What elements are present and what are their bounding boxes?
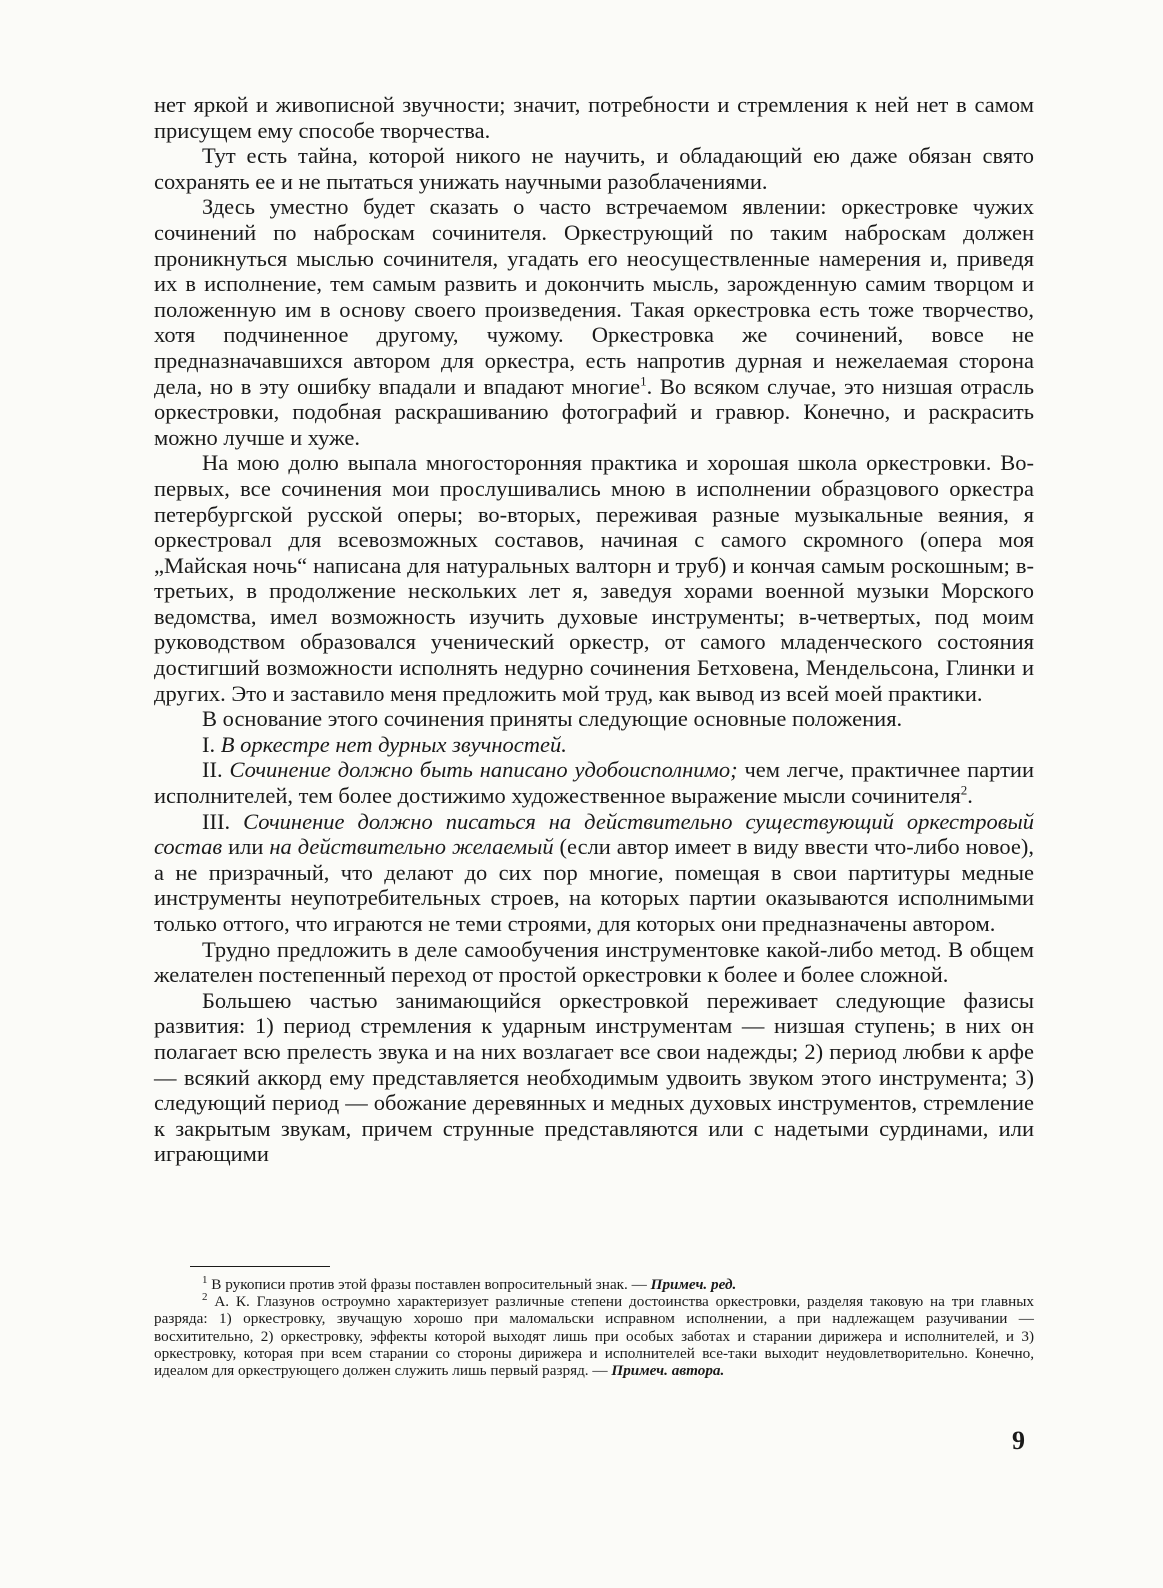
paragraph-method xyxy=(154,937,1034,988)
text-run: нет яркой и живописной звучности; значит, потребности и стремления к ней нет в самом присущем ему способе творчества. xyxy=(154,92,1034,143)
footnote-text: А. К. Глазунов остроумно характеризует различные степени достоинства оркестровки, разделяя таковую на три главных разряда: 1) оркестровку, звучащую хорошо при маломальски исправном исполнении, а при надлежащем разучивании — восхитительно, 2) оркестровку, эффекты которой выходят лишь при особых заботах и старании дирижера и исполнителей, и 3) оркестровку, которая при всем старании со стороны дирижера и исполнителей все-таки выходит неудовлетворительно. Конечно, идеалом для оркеструющего должен служить лишь первый разряд. — xyxy=(154,1293,1034,1380)
text-run: Тут есть тайна, которой никого не научить, и обладающий ею даже обязан свято сохранять ее и не пытаться унижать научными разоблачениями. xyxy=(154,143,1034,194)
principle-number: II. xyxy=(202,757,230,783)
main-text xyxy=(154,92,1034,1167)
footnote-text: В рукописи против этой фразы поставлен вопросительный знак. — xyxy=(207,1276,651,1293)
text-run: или xyxy=(222,834,270,860)
text-run: чем легче, практичнее партии исполнителей, тем более достижимо художественное выражение мысли сочинителя xyxy=(154,757,1034,809)
text-run: Здесь уместно будет сказать о часто встречаемом явлении: оркестровке чужих сочинений по наброскам сочинителя. Оркеструющий по таким наброскам должен проникнуться мыслью сочинителя, угадать его неосуществленные намерения и, приведя их в исполнение, тем самым развить и докончить мысль, зарожденную самим творцом и положенную им в основу своего произведения. Такая оркестровка есть тоже творчество, хотя подчиненное другому, чужому. Оркестровка же сочинений, вовсе не предназначавшихся автором для оркестра, есть напротив дурная и нежелаемая сторона дела, но в эту ошибку впадали и впадают многие xyxy=(154,194,1034,399)
footnote-ref-1[interactable]: 1 xyxy=(640,373,647,389)
footnote-mark: 1 xyxy=(202,1273,208,1286)
principle-3 xyxy=(154,809,1034,937)
text-run: На мою долю выпала многосторонняя практика и хорошая школа оркестровки. Во-первых, все сочинения мои прослушивались мною в исполнении образцового оркестра петербургской русской оперы; во-вторых, переживая разные музыкальные веяния, я оркестровал для всевозможных составов, начиная с самого скромного (опера моя „Майская ночь“ написана для натуральных валторн и труб) и кончая самым роскошным; в-третьих, в продолжение нескольких лет я, заведуя хорами военной музыки Морского ведомства, имел возможность изучить духовые инструменты; в-четвертых, под моим руководством образовался ученический оркестр, от самого младенческого состояния достигший возможности исполнять недурно сочинения Бетховена, Мендельсона, Глинки и других. Это и заставило меня предложить мой труд, как вывод из всей моей практики. xyxy=(154,450,1034,706)
footnote-attribution: Примеч. ред. xyxy=(650,1276,737,1293)
paragraph-principles-intro xyxy=(154,706,1034,732)
principle-text: В оркестре нет дурных звучностей. xyxy=(220,731,567,757)
paragraph-secret xyxy=(154,143,1034,194)
text-run: . xyxy=(967,783,973,809)
paragraph-phases xyxy=(154,988,1034,1167)
principle-text: Сочинение должно писаться на действительно существующий оркестровый состав xyxy=(154,808,1034,860)
footnote-ref-2[interactable]: 2 xyxy=(960,782,968,798)
text-run: Большею частью занимающийся оркестровкой переживает следующие фазисы развития: 1) период стремления к ударным инструментам — низшая ступень; в них он полагает всю прелесть звука и на них возлагает все свои надежды; 2) период любви к арфе — всякий аккорд ему представляется необходимым удвоить звуком этого инструмента; 3) следующий период — обожание деревянных и медных духовых инструментов, стремление к закрытым звукам, причем струнные представляются или с надетыми сурдинами, или играющими xyxy=(154,987,1034,1167)
footnotes xyxy=(154,1273,1034,1380)
paragraph-continuation xyxy=(154,92,1034,143)
paragraph-practice xyxy=(154,450,1034,706)
footnote-divider xyxy=(190,1266,330,1267)
principle-number: I. xyxy=(202,731,221,757)
text-run: (если автор имеет в виду ввести что-либо новое), а не призрачный, что делают до сих пор многие, помещая в свои партитуры медные инструменты неупотребительных строев, на которых партии оказываются исполнимыми только оттого, что играются не теми строями, для которых они предназначены автором. xyxy=(154,834,1035,936)
principle-2 xyxy=(154,757,1034,808)
footnote-mark: 2 xyxy=(202,1291,208,1304)
principle-1 xyxy=(154,732,1034,758)
footnote-2 xyxy=(154,1293,1034,1379)
principle-text: на действительно желаемый xyxy=(269,834,554,860)
footnote-1 xyxy=(154,1273,1034,1293)
text-run: Трудно предложить в деле самообучения инструментовке какой-либо метод. В общем желателен постепенный переход от простой оркестровки к более и более сложной. xyxy=(154,936,1034,988)
text-run: . Во всяком случае, это низшая отрасль оркестровки, подобная раскрашиванию фотографий и гравюр. Конечно, и раскрасить можно лучше и хуже. xyxy=(154,373,1034,450)
paragraph-orchestration-sketches xyxy=(154,194,1034,450)
text-run: В основание этого сочинения приняты следующие основные положения. xyxy=(202,706,903,732)
page-number: 9 xyxy=(1012,1426,1025,1455)
footnote-attribution: Примеч. автора. xyxy=(611,1362,725,1380)
principle-number: III. xyxy=(202,808,244,834)
principle-text: Сочинение должно быть написано удобоисполнимо; xyxy=(229,757,738,783)
